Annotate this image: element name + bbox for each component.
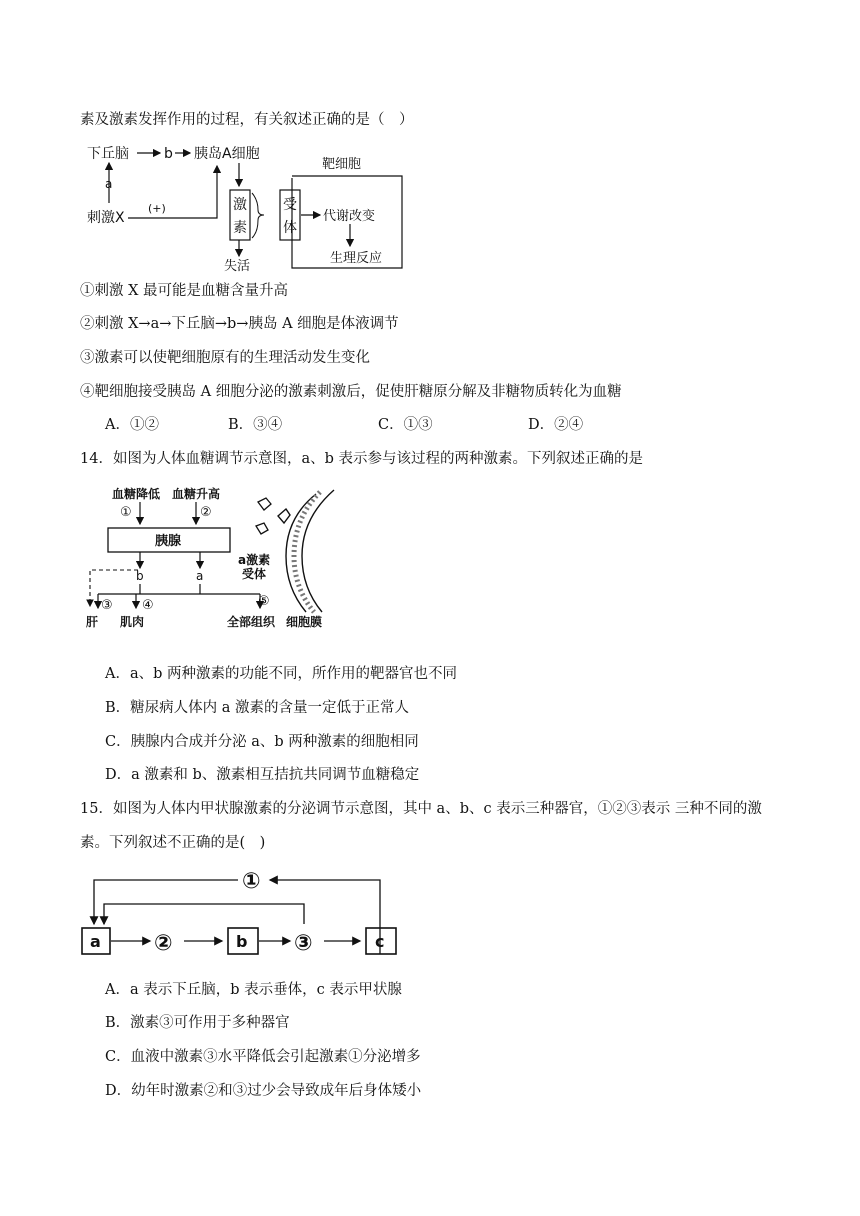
q13-hormone-1: 激	[233, 197, 247, 213]
q13-option-a: A．①②	[105, 417, 159, 433]
q13-option-c: C．①③	[378, 417, 433, 433]
q14-low: 血糖降低	[112, 487, 161, 501]
q15-a: a	[90, 932, 101, 951]
q13-inactive: 失活	[224, 259, 251, 273]
q14-c4: ④	[142, 598, 154, 613]
q14-muscle: 肌肉	[120, 615, 145, 629]
q14-figure	[82, 484, 340, 634]
q14-c3: ③	[101, 598, 113, 613]
q13-statement-3: ③激素可以使靶细胞原有的生理活动发生变化	[80, 350, 370, 366]
q15-option-d: D．幼年时激素②和③过少会导致成年后身体矮小	[105, 1083, 422, 1099]
q13-label-a: a	[105, 177, 113, 191]
q14-pancreas: 胰腺	[155, 534, 182, 549]
q13-statement-2: ②刺激 X→a→下丘脑→b→胰岛 A 细胞是体液调节	[80, 316, 399, 332]
q13-plus: (+)	[148, 202, 166, 215]
q13-metabolism: 代谢改变	[323, 209, 376, 224]
q14-membrane: 细胞膜	[286, 615, 323, 629]
q15-stem-2: 素。下列叙述不正确的是( )	[80, 835, 266, 851]
q14-stem: 14．如图为人体血糖调节示意图，a、b 表示参与该过程的两种激素。下列叙述正确的是	[80, 451, 643, 467]
q14-b: b	[136, 569, 144, 583]
q15-figure	[78, 864, 408, 964]
q15-option-b: B．激素③可作用于多种器官	[105, 1015, 290, 1031]
q13-physio: 生理反应	[330, 251, 383, 266]
q13-statement-1: ①刺激 X 最可能是血糖含量升高	[80, 283, 289, 299]
q14-liver: 肝	[86, 615, 99, 629]
q14-option-a: A．a、b 两种激素的功能不同，所作用的靶器官也不同	[105, 666, 458, 682]
q13-receptor-2: 体	[283, 220, 297, 236]
q13-option-d: D．②④	[528, 417, 584, 433]
q14-receptor-2: 受体	[242, 567, 267, 581]
q14-c5: ⑤	[258, 594, 270, 609]
q15-h2: ②	[154, 931, 173, 956]
q15-c: c	[375, 932, 385, 951]
q13-hypothalamus: 下丘脑	[87, 146, 129, 162]
q13-label-b: b	[164, 146, 173, 162]
q14-option-b: B．糖尿病人体内 a 激素的含量一定低于正常人	[105, 700, 410, 716]
q15-h1: ①	[242, 869, 261, 894]
q15-b: b	[236, 932, 248, 951]
q14-all: 全部组织	[227, 615, 276, 629]
q13-option-b: B．③④	[228, 417, 283, 433]
q13-figure	[82, 138, 412, 273]
q15-option-c: C．血液中激素③水平降低会引起激素①分泌增多	[105, 1049, 421, 1065]
q13-statement-4: ④靶细胞接受胰岛 A 细胞分泌的激素刺激后，促使肝糖原分解及非糖物质转化为血糖	[80, 384, 622, 400]
q14-a: a	[196, 569, 204, 583]
q15-stem-1: 15．如图为人体内甲状腺激素的分泌调节示意图，其中 a、b、c 表示三种器官，①②③表示 三种不同的激	[80, 801, 762, 817]
q14-receptor-1: a激素	[238, 553, 271, 567]
q15-h3: ③	[294, 931, 313, 956]
q14-option-d: D．a 激素和 b、激素相互拮抗共同调节血糖稳定	[105, 767, 420, 783]
q15-option-a: A．a 表示下丘脑，b 表示垂体，c 表示甲状腺	[105, 982, 402, 998]
q14-c1: ①	[120, 505, 132, 520]
q13-stem: 素及激素发挥作用的过程，有关叙述正确的是（ ）	[80, 112, 414, 128]
q14-option-c: C．胰腺内合成并分泌 a、b 两种激素的细胞相同	[105, 734, 419, 750]
q13-target-cell: 靶细胞	[322, 157, 362, 172]
q13-islet-a: 胰岛A细胞	[194, 146, 260, 162]
q14-c2: ②	[200, 505, 212, 520]
q13-stimulus: 刺激X	[87, 210, 125, 226]
q14-high: 血糖升高	[172, 487, 221, 501]
q13-hormone-2: 素	[233, 220, 247, 236]
q13-receptor-1: 受	[283, 197, 297, 213]
